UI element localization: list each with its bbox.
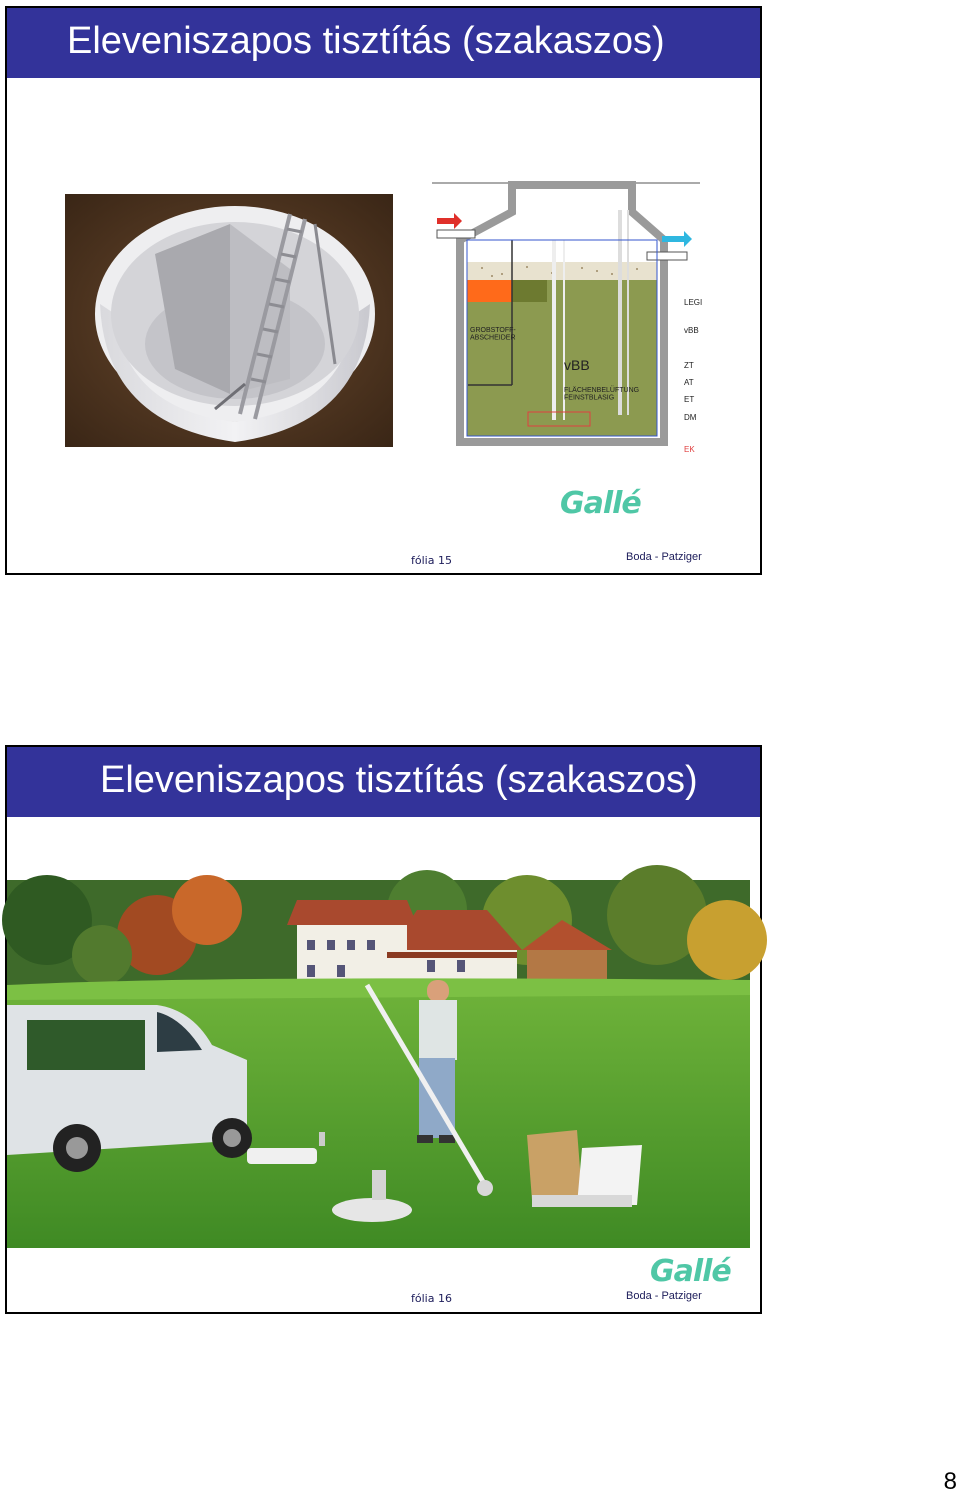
legend-item: ZT bbox=[684, 361, 694, 370]
legend-item: EK bbox=[684, 445, 695, 454]
tank-photo bbox=[65, 194, 393, 447]
slide-title-bar bbox=[7, 8, 760, 78]
field-photo bbox=[7, 880, 750, 1248]
slide-author: Boda - Patziger bbox=[626, 1290, 702, 1302]
slide-page-label: fólia 16 bbox=[411, 1292, 452, 1305]
slide-16 bbox=[5, 745, 762, 1314]
galle-logo: Gallé bbox=[560, 486, 641, 521]
legend-item: vBB bbox=[684, 326, 699, 335]
page-number: 8 bbox=[943, 1468, 957, 1495]
slide-author: Boda - Patziger bbox=[626, 551, 702, 563]
galle-logo: Gallé bbox=[650, 1254, 731, 1289]
slide-title-bar bbox=[7, 747, 760, 817]
label-grobstoff: GROBSTOFF-ABSCHEIDER bbox=[470, 327, 516, 342]
slide-title: Eleveniszapos tisztítás (szakaszos) bbox=[67, 20, 665, 62]
label-vbb: vBB bbox=[564, 357, 590, 373]
label-aeration: FLÄCHENBELÜFTUNG FEINSTBLASIG bbox=[564, 387, 640, 402]
slide-15 bbox=[5, 6, 762, 575]
legend-item: DM bbox=[684, 413, 697, 422]
slide-page-label: fólia 15 bbox=[411, 554, 452, 567]
legend-item: LEGI bbox=[684, 298, 703, 307]
legend-item: AT bbox=[684, 378, 694, 387]
slide-title: Eleveniszapos tisztítás (szakaszos) bbox=[100, 759, 698, 801]
legend-item: ET bbox=[684, 395, 695, 404]
sbr-diagram bbox=[432, 180, 703, 460]
